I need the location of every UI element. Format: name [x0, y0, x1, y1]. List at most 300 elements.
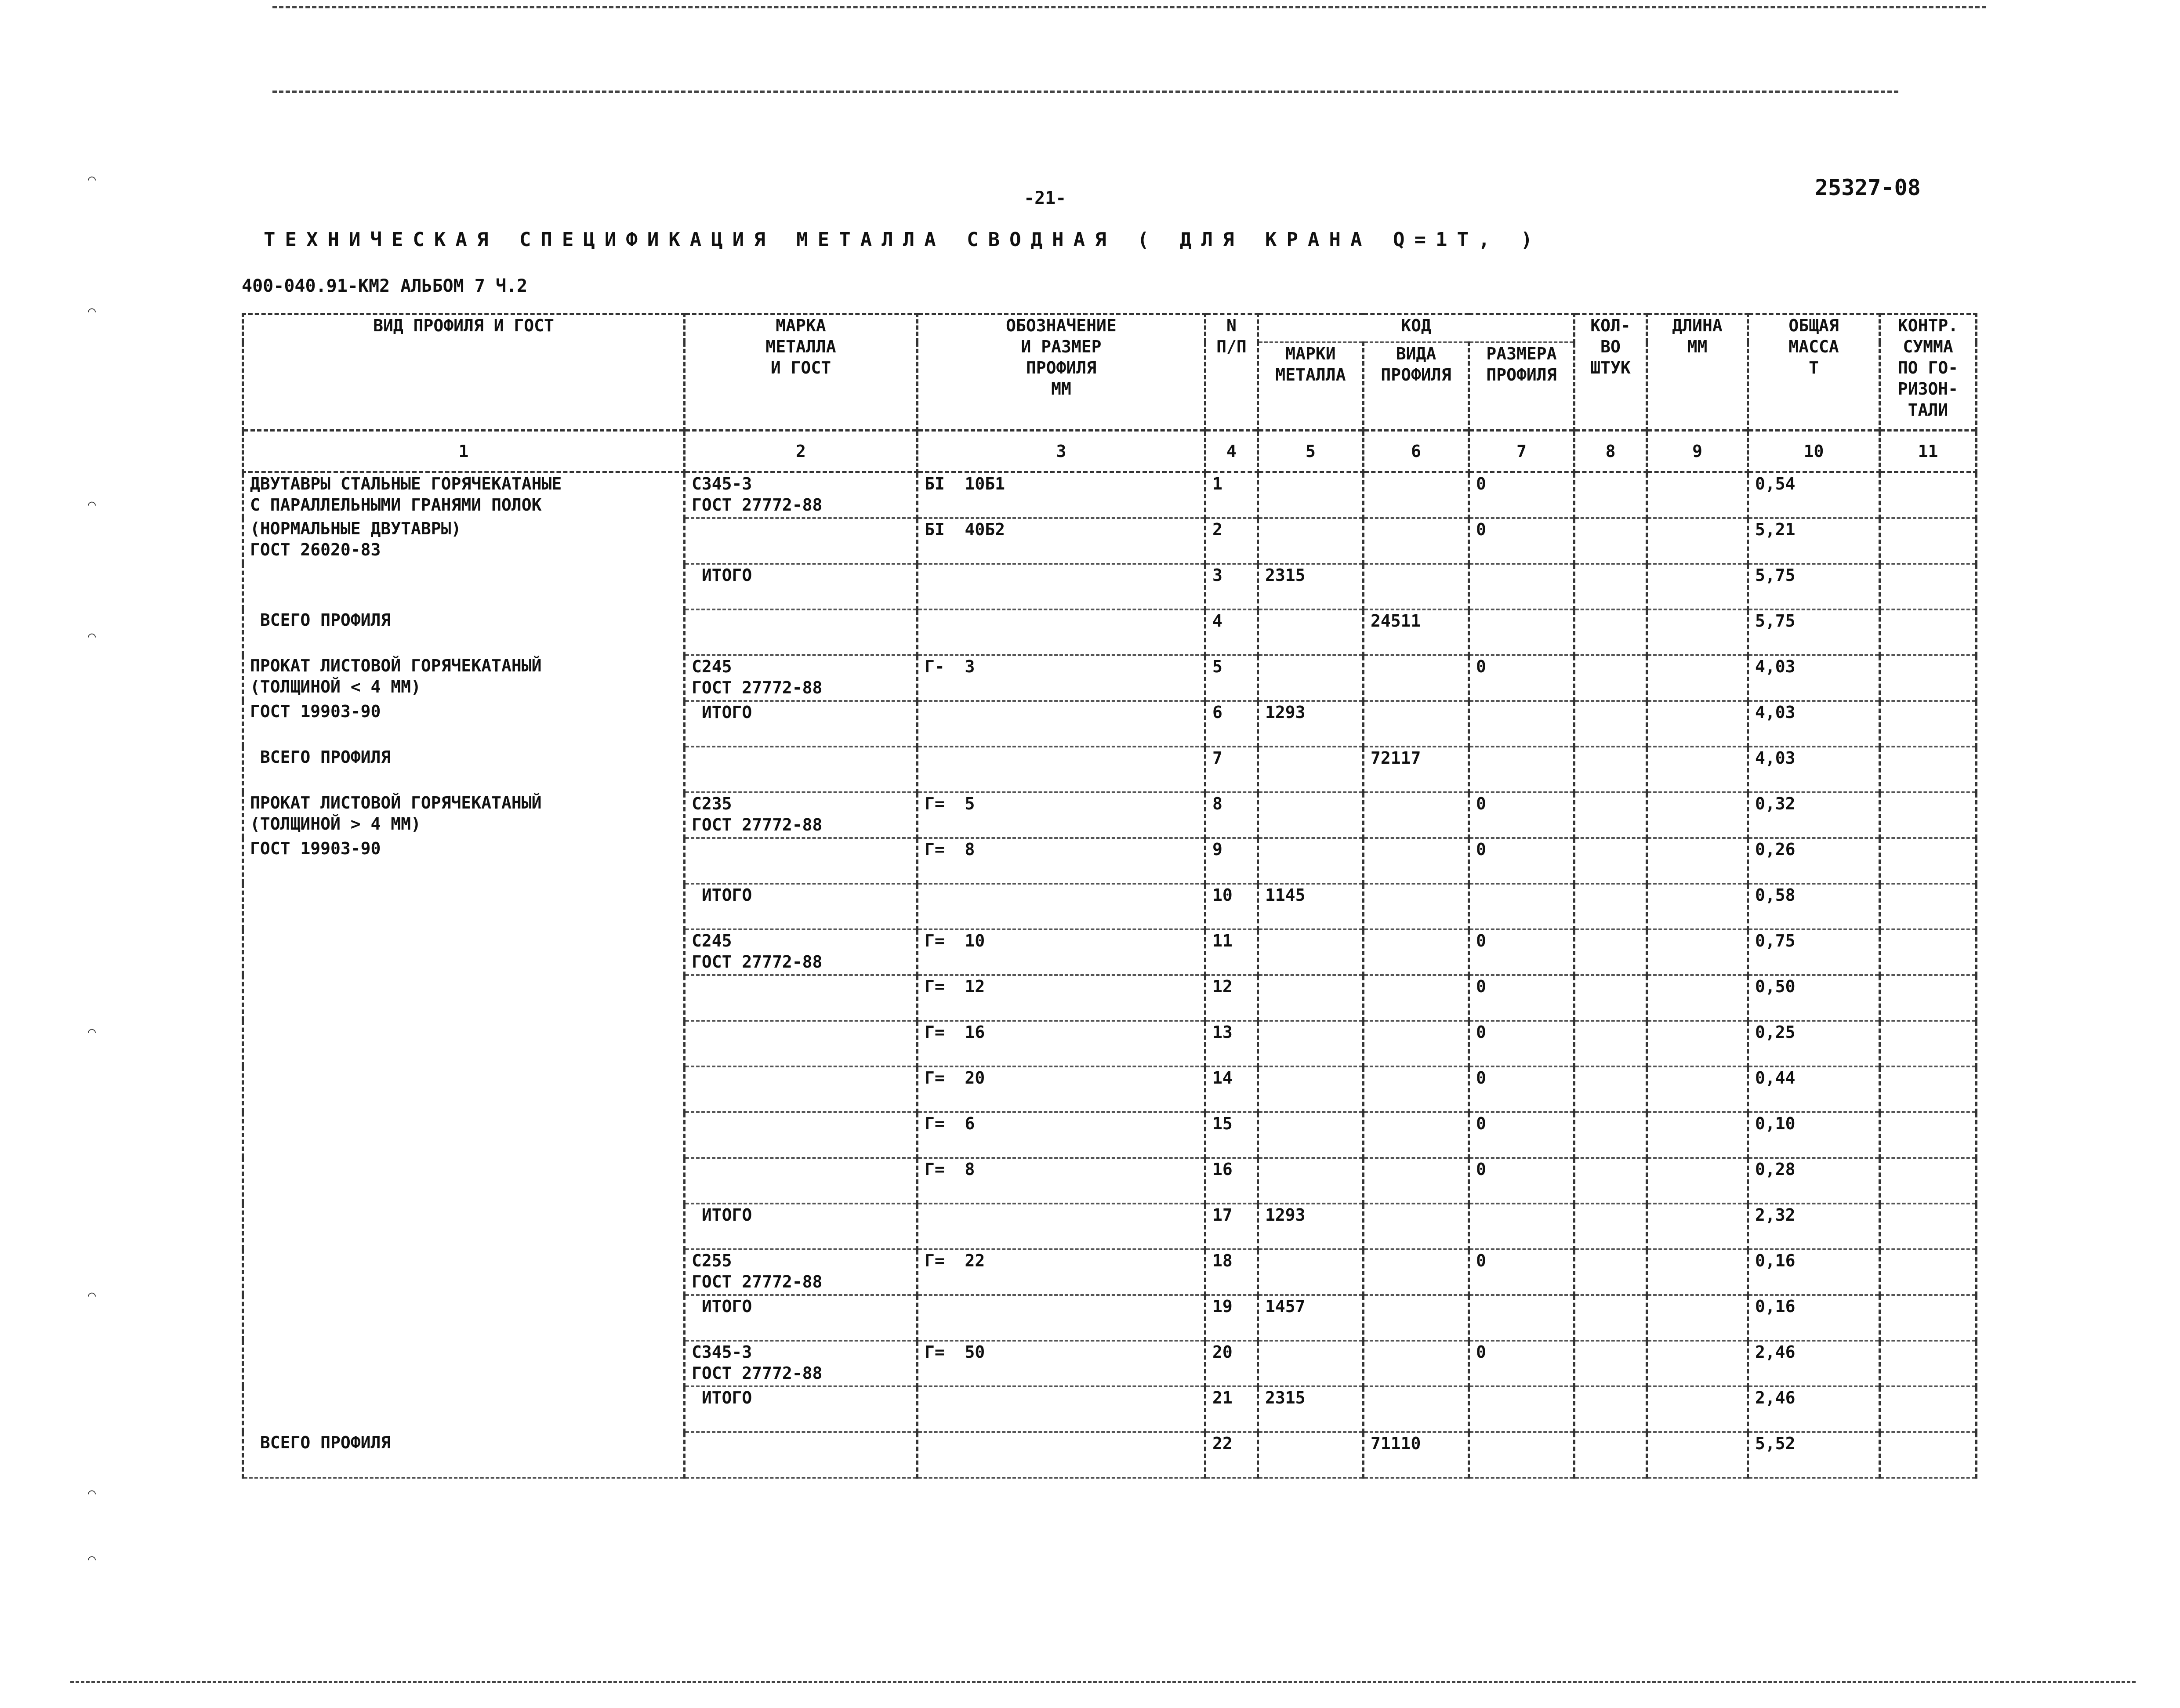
- length-cell: [1647, 518, 1748, 564]
- checksum-cell: [1880, 838, 1977, 884]
- metal-grade-cell: [685, 1432, 918, 1478]
- profile-size-cell: Г= 22: [918, 1249, 1205, 1295]
- size-code-cell: [1469, 1204, 1574, 1249]
- length-cell: [1647, 564, 1748, 609]
- size-code-cell: [1469, 884, 1574, 929]
- item-number-cell: 8: [1205, 792, 1258, 838]
- metal-code-cell: 2315: [1258, 1386, 1364, 1432]
- size-code-cell: 0: [1469, 792, 1574, 838]
- table-row: [243, 655, 1977, 701]
- profile-size-cell: Г= 8: [918, 1158, 1205, 1204]
- scan-rule-top-1: [272, 6, 1986, 8]
- total-mass-cell: 4,03: [1748, 655, 1880, 701]
- column-number: 7: [1469, 431, 1574, 472]
- profile-code-cell: [1364, 1112, 1469, 1158]
- profile-size-cell: Г= 50: [918, 1341, 1205, 1386]
- header-item-number: N П/П: [1205, 314, 1258, 431]
- total-mass-cell: 0,32: [1748, 792, 1880, 838]
- profile-type-cell: ПРОКАТ ЛИСТОВОЙ ГОРЯЧЕКАТАНЫЙ (ТОЛЩИНОЙ < 4 ММ): [243, 655, 685, 701]
- item-number-cell: 7: [1205, 747, 1258, 792]
- table-row: [243, 472, 1977, 519]
- metal-code-cell: 1457: [1258, 1295, 1364, 1341]
- metal-grade-cell: [685, 838, 918, 884]
- profile-size-cell: [918, 884, 1205, 929]
- size-code-cell: 0: [1469, 975, 1574, 1021]
- item-number-cell: 19: [1205, 1295, 1258, 1341]
- profile-size-cell: Г= 20: [918, 1066, 1205, 1112]
- item-number-cell: 10: [1205, 884, 1258, 929]
- metal-grade-cell: [685, 1021, 918, 1066]
- metal-grade-cell: [685, 1066, 918, 1112]
- profile-size-cell: [918, 609, 1205, 655]
- length-cell: [1647, 1341, 1748, 1386]
- header-checksum: КОНТР. СУММА ПО ГО- РИЗОН- ТАЛИ: [1880, 314, 1977, 431]
- size-code-cell: 0: [1469, 838, 1574, 884]
- table-row: [243, 1295, 1977, 1341]
- profile-code-cell: [1364, 518, 1469, 564]
- metal-grade-cell: С245 ГОСТ 27772-88: [685, 655, 918, 701]
- table-row: [243, 564, 1977, 609]
- total-mass-cell: 4,03: [1748, 747, 1880, 792]
- profile-size-cell: [918, 1204, 1205, 1249]
- profile-size-cell: БI 40Б2: [918, 518, 1205, 564]
- margin-mark: ⌒: [88, 1287, 96, 1303]
- metal-code-cell: 1145: [1258, 884, 1364, 929]
- size-code-cell: [1469, 564, 1574, 609]
- length-cell: [1647, 472, 1748, 519]
- checksum-cell: [1880, 747, 1977, 792]
- specification-table: [242, 313, 1977, 1479]
- quantity-cell: [1574, 929, 1647, 975]
- table-row: [243, 929, 1977, 975]
- profile-code-cell: [1364, 1295, 1469, 1341]
- profile-type-cell: ГОСТ 19903-90: [243, 701, 685, 747]
- table-row: [243, 792, 1977, 838]
- length-cell: [1647, 975, 1748, 1021]
- item-number-cell: 18: [1205, 1249, 1258, 1295]
- profile-code-cell: [1364, 838, 1469, 884]
- metal-grade-cell: ИТОГО: [685, 1295, 918, 1341]
- profile-type-cell: [243, 1249, 685, 1295]
- total-mass-cell: 2,46: [1748, 1386, 1880, 1432]
- column-number: 4: [1205, 431, 1258, 472]
- column-number: 11: [1880, 431, 1977, 472]
- header-profile-type: ВИД ПРОФИЛЯ И ГОСТ: [243, 314, 685, 431]
- metal-grade-cell: ИТОГО: [685, 884, 918, 929]
- length-cell: [1647, 1204, 1748, 1249]
- length-cell: [1647, 701, 1748, 747]
- total-mass-cell: 2,32: [1748, 1204, 1880, 1249]
- item-number-cell: 4: [1205, 609, 1258, 655]
- checksum-cell: [1880, 792, 1977, 838]
- table-row: [243, 838, 1977, 884]
- length-cell: [1647, 1386, 1748, 1432]
- size-code-cell: 0: [1469, 472, 1574, 519]
- profile-type-cell: [243, 1341, 685, 1386]
- table-row: [243, 975, 1977, 1021]
- profile-code-cell: [1364, 655, 1469, 701]
- quantity-cell: [1574, 747, 1647, 792]
- quantity-cell: [1574, 792, 1647, 838]
- checksum-cell: [1880, 518, 1977, 564]
- length-cell: [1647, 1066, 1748, 1112]
- checksum-cell: [1880, 1112, 1977, 1158]
- quantity-cell: [1574, 1386, 1647, 1432]
- checksum-cell: [1880, 655, 1977, 701]
- profile-size-cell: [918, 701, 1205, 747]
- table-row: [243, 609, 1977, 655]
- quantity-cell: [1574, 1204, 1647, 1249]
- size-code-cell: 0: [1469, 929, 1574, 975]
- metal-code-cell: [1258, 1158, 1364, 1204]
- size-code-cell: 0: [1469, 1158, 1574, 1204]
- length-cell: [1647, 929, 1748, 975]
- margin-mark: ⌒: [88, 1024, 96, 1039]
- table-row: [243, 518, 1977, 564]
- item-number-cell: 6: [1205, 701, 1258, 747]
- quantity-cell: [1574, 1158, 1647, 1204]
- item-number-cell: 3: [1205, 564, 1258, 609]
- table-row: [243, 701, 1977, 747]
- profile-size-cell: [918, 1432, 1205, 1478]
- item-number-cell: 2: [1205, 518, 1258, 564]
- size-code-cell: [1469, 747, 1574, 792]
- column-number-row: [243, 431, 1977, 472]
- profile-size-cell: [918, 1295, 1205, 1341]
- table-row: [243, 1112, 1977, 1158]
- profile-type-cell: [243, 1066, 685, 1112]
- profile-type-cell: [243, 1386, 685, 1432]
- length-cell: [1647, 1158, 1748, 1204]
- metal-code-cell: 1293: [1258, 701, 1364, 747]
- profile-type-cell: [243, 564, 685, 609]
- profile-type-cell: [243, 1204, 685, 1249]
- checksum-cell: [1880, 564, 1977, 609]
- metal-code-cell: [1258, 1432, 1364, 1478]
- metal-grade-cell: ИТОГО: [685, 1386, 918, 1432]
- table-row: [243, 1066, 1977, 1112]
- table-row: [243, 1432, 1977, 1478]
- table-row: [243, 1158, 1977, 1204]
- column-number: 8: [1574, 431, 1647, 472]
- length-cell: [1647, 792, 1748, 838]
- margin-mark: ⌒: [88, 1551, 96, 1567]
- table-row: [243, 1204, 1977, 1249]
- metal-code-cell: [1258, 609, 1364, 655]
- size-code-cell: 0: [1469, 655, 1574, 701]
- metal-code-cell: [1258, 838, 1364, 884]
- quantity-cell: [1574, 838, 1647, 884]
- metal-grade-cell: С345-3 ГОСТ 27772-88: [685, 472, 918, 519]
- profile-type-cell: [243, 1112, 685, 1158]
- total-mass-cell: 2,46: [1748, 1341, 1880, 1386]
- quantity-cell: [1574, 1112, 1647, 1158]
- item-number-cell: 20: [1205, 1341, 1258, 1386]
- profile-size-cell: Г- 3: [918, 655, 1205, 701]
- profile-type-cell: [243, 1158, 685, 1204]
- table-row: [243, 1386, 1977, 1432]
- profile-code-cell: [1364, 929, 1469, 975]
- profile-type-cell: ПРОКАТ ЛИСТОВОЙ ГОРЯЧЕКАТАНЫЙ (ТОЛЩИНОЙ > 4 ММ): [243, 792, 685, 838]
- metal-code-cell: [1258, 1341, 1364, 1386]
- document-title: ТЕХНИЧЕСКАЯ СПЕЦИФИКАЦИЯ МЕТАЛЛА СВОДНАЯ ( ДЛЯ КРАНА Q=1Т, ): [264, 228, 1542, 251]
- header-code-size: РАЗМЕРА ПРОФИЛЯ: [1469, 342, 1574, 431]
- profile-size-cell: Г= 5: [918, 792, 1205, 838]
- length-cell: [1647, 1432, 1748, 1478]
- quantity-cell: [1574, 1021, 1647, 1066]
- quantity-cell: [1574, 472, 1647, 519]
- profile-code-cell: 72117: [1364, 747, 1469, 792]
- quantity-cell: [1574, 701, 1647, 747]
- profile-type-cell: ВСЕГО ПРОФИЛЯ: [243, 747, 685, 792]
- quantity-cell: [1574, 1066, 1647, 1112]
- profile-code-cell: [1364, 884, 1469, 929]
- profile-type-cell: [243, 929, 685, 975]
- metal-grade-cell: С345-3 ГОСТ 27772-88: [685, 1341, 918, 1386]
- total-mass-cell: 0,25: [1748, 1021, 1880, 1066]
- profile-size-cell: [918, 747, 1205, 792]
- metal-code-cell: [1258, 1112, 1364, 1158]
- quantity-cell: [1574, 975, 1647, 1021]
- table-row: [243, 1249, 1977, 1295]
- checksum-cell: [1880, 1295, 1977, 1341]
- metal-code-cell: [1258, 472, 1364, 519]
- total-mass-cell: 0,75: [1748, 929, 1880, 975]
- metal-code-cell: [1258, 1249, 1364, 1295]
- column-number: 1: [243, 431, 685, 472]
- metal-grade-cell: С235 ГОСТ 27772-88: [685, 792, 918, 838]
- size-code-cell: [1469, 1432, 1574, 1478]
- metal-grade-cell: [685, 975, 918, 1021]
- checksum-cell: [1880, 609, 1977, 655]
- total-mass-cell: 0,50: [1748, 975, 1880, 1021]
- table-body: [243, 472, 1977, 1478]
- checksum-cell: [1880, 472, 1977, 519]
- checksum-cell: [1880, 1432, 1977, 1478]
- margin-mark: ⌒: [88, 497, 96, 512]
- size-code-cell: 0: [1469, 1066, 1574, 1112]
- length-cell: [1647, 884, 1748, 929]
- column-number: 2: [685, 431, 918, 472]
- checksum-cell: [1880, 1204, 1977, 1249]
- profile-code-cell: 71110: [1364, 1432, 1469, 1478]
- quantity-cell: [1574, 1432, 1647, 1478]
- profile-code-cell: [1364, 701, 1469, 747]
- metal-code-cell: [1258, 655, 1364, 701]
- checksum-cell: [1880, 1386, 1977, 1432]
- checksum-cell: [1880, 884, 1977, 929]
- document-subtitle: 400-040.91-КМ2 АЛЬБОМ 7 Ч.2: [242, 276, 528, 296]
- column-number: 10: [1748, 431, 1880, 472]
- column-number: 9: [1647, 431, 1748, 472]
- metal-grade-cell: [685, 609, 918, 655]
- margin-mark: ⌒: [88, 628, 96, 644]
- quantity-cell: [1574, 655, 1647, 701]
- scan-rule-bottom: [70, 1681, 2136, 1683]
- profile-size-cell: Г= 8: [918, 838, 1205, 884]
- item-number-cell: 16: [1205, 1158, 1258, 1204]
- table-row: [243, 884, 1977, 929]
- profile-type-cell: [243, 884, 685, 929]
- metal-grade-cell: [685, 747, 918, 792]
- total-mass-cell: 0,10: [1748, 1112, 1880, 1158]
- profile-code-cell: [1364, 1386, 1469, 1432]
- size-code-cell: 0: [1469, 1112, 1574, 1158]
- metal-code-cell: [1258, 929, 1364, 975]
- item-number-cell: 11: [1205, 929, 1258, 975]
- document-code: 25327-08: [1815, 175, 1921, 200]
- table-row: [243, 1021, 1977, 1066]
- metal-code-cell: 2315: [1258, 564, 1364, 609]
- item-number-cell: 15: [1205, 1112, 1258, 1158]
- profile-code-cell: 24511: [1364, 609, 1469, 655]
- metal-code-cell: [1258, 1066, 1364, 1112]
- profile-code-cell: [1364, 1021, 1469, 1066]
- quantity-cell: [1574, 1341, 1647, 1386]
- length-cell: [1647, 1021, 1748, 1066]
- total-mass-cell: 5,75: [1748, 564, 1880, 609]
- header-profile-size: ОБОЗНАЧЕНИЕ И РАЗМЕР ПРОФИЛЯ ММ: [918, 314, 1205, 431]
- table-row: [243, 747, 1977, 792]
- profile-type-cell: (НОРМАЛЬНЫЕ ДВУТАВРЫ) ГОСТ 26020-83: [243, 518, 685, 564]
- quantity-cell: [1574, 564, 1647, 609]
- checksum-cell: [1880, 1066, 1977, 1112]
- size-code-cell: [1469, 701, 1574, 747]
- header-code-metal: МАРКИ МЕТАЛЛА: [1258, 342, 1364, 431]
- metal-code-cell: [1258, 975, 1364, 1021]
- item-number-cell: 13: [1205, 1021, 1258, 1066]
- checksum-cell: [1880, 1249, 1977, 1295]
- item-number-cell: 5: [1205, 655, 1258, 701]
- column-number: 6: [1364, 431, 1469, 472]
- total-mass-cell: 0,58: [1748, 884, 1880, 929]
- metal-code-cell: [1258, 1021, 1364, 1066]
- length-cell: [1647, 838, 1748, 884]
- checksum-cell: [1880, 1158, 1977, 1204]
- quantity-cell: [1574, 518, 1647, 564]
- size-code-cell: 0: [1469, 518, 1574, 564]
- profile-type-cell: [243, 1021, 685, 1066]
- column-number: 3: [918, 431, 1205, 472]
- quantity-cell: [1574, 1295, 1647, 1341]
- metal-code-cell: [1258, 747, 1364, 792]
- profile-code-cell: [1364, 1249, 1469, 1295]
- size-code-cell: [1469, 609, 1574, 655]
- item-number-cell: 17: [1205, 1204, 1258, 1249]
- quantity-cell: [1574, 609, 1647, 655]
- length-cell: [1647, 1249, 1748, 1295]
- scan-rule-top-2: [272, 91, 1898, 93]
- item-number-cell: 21: [1205, 1386, 1258, 1432]
- total-mass-cell: 5,21: [1748, 518, 1880, 564]
- item-number-cell: 14: [1205, 1066, 1258, 1112]
- header-metal-grade: МАРКА МЕТАЛЛА И ГОСТ: [685, 314, 918, 431]
- table-row: [243, 1341, 1977, 1386]
- quantity-cell: [1574, 1249, 1647, 1295]
- total-mass-cell: 0,44: [1748, 1066, 1880, 1112]
- header-code: КОД: [1258, 314, 1574, 343]
- metal-grade-cell: С245 ГОСТ 27772-88: [685, 929, 918, 975]
- profile-size-cell: [918, 564, 1205, 609]
- metal-grade-cell: [685, 518, 918, 564]
- total-mass-cell: 0,54: [1748, 472, 1880, 519]
- total-mass-cell: 0,26: [1748, 838, 1880, 884]
- size-code-cell: 0: [1469, 1021, 1574, 1066]
- item-number-cell: 1: [1205, 472, 1258, 519]
- header-length: ДЛИНА ММ: [1647, 314, 1748, 431]
- checksum-cell: [1880, 929, 1977, 975]
- total-mass-cell: 0,16: [1748, 1295, 1880, 1341]
- margin-mark: ⌒: [88, 1485, 96, 1501]
- profile-type-cell: ВСЕГО ПРОФИЛЯ: [243, 1432, 685, 1478]
- length-cell: [1647, 609, 1748, 655]
- header-code-profile: ВИДА ПРОФИЛЯ: [1364, 342, 1469, 431]
- length-cell: [1647, 655, 1748, 701]
- profile-code-cell: [1364, 1066, 1469, 1112]
- profile-code-cell: [1364, 1341, 1469, 1386]
- item-number-cell: 22: [1205, 1432, 1258, 1478]
- profile-size-cell: Г= 16: [918, 1021, 1205, 1066]
- total-mass-cell: 0,16: [1748, 1249, 1880, 1295]
- profile-code-cell: [1364, 1158, 1469, 1204]
- header-total-mass: ОБЩАЯ МАССА Т: [1748, 314, 1880, 431]
- size-code-cell: [1469, 1295, 1574, 1341]
- total-mass-cell: 0,28: [1748, 1158, 1880, 1204]
- profile-size-cell: БI 10Б1: [918, 472, 1205, 519]
- metal-code-cell: [1258, 518, 1364, 564]
- metal-grade-cell: ИТОГО: [685, 564, 918, 609]
- profile-type-cell: ГОСТ 19903-90: [243, 838, 685, 884]
- profile-code-cell: [1364, 564, 1469, 609]
- length-cell: [1647, 747, 1748, 792]
- header-row: [243, 314, 1977, 343]
- profile-code-cell: [1364, 975, 1469, 1021]
- size-code-cell: 0: [1469, 1341, 1574, 1386]
- profile-size-cell: Г= 6: [918, 1112, 1205, 1158]
- quantity-cell: [1574, 884, 1647, 929]
- length-cell: [1647, 1112, 1748, 1158]
- total-mass-cell: 5,75: [1748, 609, 1880, 655]
- total-mass-cell: 4,03: [1748, 701, 1880, 747]
- profile-size-cell: [918, 1386, 1205, 1432]
- total-mass-cell: 5,52: [1748, 1432, 1880, 1478]
- margin-mark: ⌒: [88, 303, 96, 319]
- header-quantity: КОЛ- ВО ШТУК: [1574, 314, 1647, 431]
- profile-type-cell: ВСЕГО ПРОФИЛЯ: [243, 609, 685, 655]
- profile-type-cell: [243, 1295, 685, 1341]
- page-number: -21-: [1024, 188, 1066, 208]
- metal-grade-cell: ИТОГО: [685, 701, 918, 747]
- profile-type-cell: ДВУТАВРЫ СТАЛЬНЫЕ ГОРЯЧЕКАТАНЫЕ С ПАРАЛЛЕЛЬНЫМИ ГРАНЯМИ ПОЛОК: [243, 472, 685, 519]
- metal-code-cell: 1293: [1258, 1204, 1364, 1249]
- profile-type-cell: [243, 975, 685, 1021]
- profile-code-cell: [1364, 1204, 1469, 1249]
- checksum-cell: [1880, 1341, 1977, 1386]
- metal-code-cell: [1258, 792, 1364, 838]
- checksum-cell: [1880, 701, 1977, 747]
- profile-size-cell: Г= 12: [918, 975, 1205, 1021]
- size-code-cell: [1469, 1386, 1574, 1432]
- profile-size-cell: Г= 10: [918, 929, 1205, 975]
- metal-grade-cell: ИТОГО: [685, 1204, 918, 1249]
- size-code-cell: 0: [1469, 1249, 1574, 1295]
- metal-grade-cell: С255 ГОСТ 27772-88: [685, 1249, 918, 1295]
- item-number-cell: 12: [1205, 975, 1258, 1021]
- margin-mark: ⌒: [88, 171, 96, 187]
- item-number-cell: 9: [1205, 838, 1258, 884]
- length-cell: [1647, 1295, 1748, 1341]
- metal-grade-cell: [685, 1158, 918, 1204]
